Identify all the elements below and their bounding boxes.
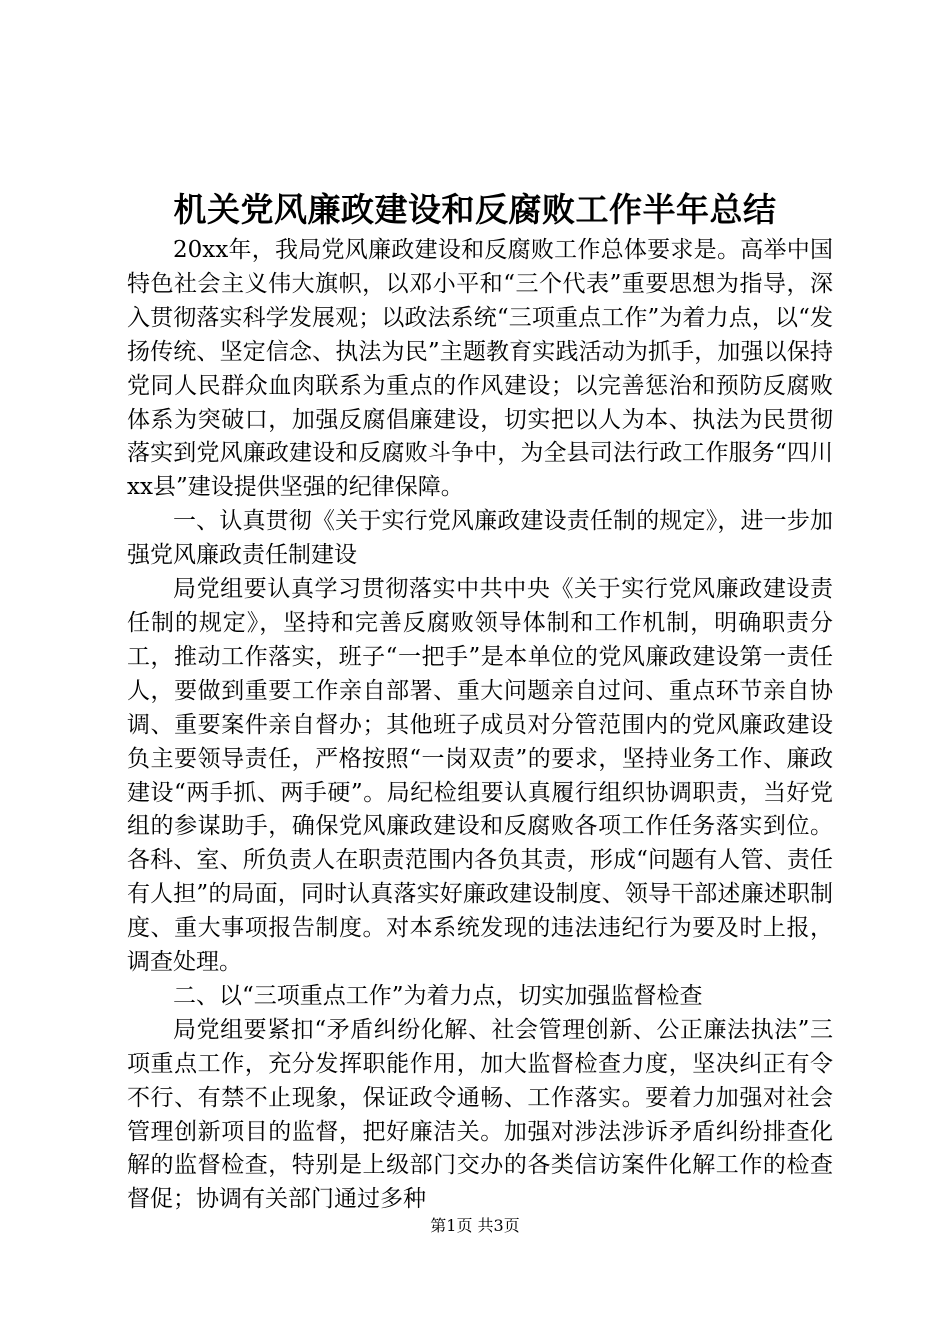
page-number: 第1页 共3页 [430,1216,520,1235]
paragraph-section-1: 局党组要认真学习贯彻落实中共中央《关于实行党风廉政建设责任制的规定》，坚持和完善反腐败领导体制和工作机制，明确职责分工，推动工作落实，班子“一把手”是本单位的党风廉政建设第一责任人，要做到重要工作亲自部署、重大问题亲自过问、重点环节亲自协调、重要案件亲自督办；其他班子成员对分管范围内的党风廉政建设负主要领导责任，严格按照“一岗双责”的要求，坚持业务工作、廉政建设“两手抓、两手硬”。局纪检组要认真履行组织协调职责，当好党组的参谋助手，确保党风廉政建设和反腐败各项工作任务落实到位。各科、室、所负责人在职责范围内各负其责，形成“问题有人管、责任有人担”的局面，同时认真落实好廉政建设制度、领导干部述廉述职制度、重大事项报告制度。对本系统发现的违法违纪行为要及时上报，调查处理。 [127,576,833,976]
section-heading-2: 二、以“三项重点工作”为着力点，切实加强监督检查 [173,982,703,1009]
document-body [127,234,833,1217]
paragraph-intro: 20xx年，我局党风廉政建设和反腐败工作总体要求是。高举中国特色社会主义伟大旗帜，以邓小平和“三个代表”重要思想为指导，深入贯彻落实科学发展观；以政法系统“三项重点工作”为着力点，以“发扬传统、坚定信念、执法为民”主题教育实践活动为抓手，加强以保持党同人民群众血肉联系为重点的作风建设；以完善惩治和预防反腐败体系为突破口，加强反腐倡廉建设，切实把以人为本、执法为民贯彻落实到党风廉政建设和反腐败斗争中，为全县司法行政工作服务“四川xx县”建设提供坚强的纪律保障。 [127,237,833,501]
section-heading-1: 一、认真贯彻《关于实行党风廉政建设责任制的规定》，进一步加强党风廉政责任制建设 [127,508,833,569]
document-title: 机关党风廉政建设和反腐败工作半年总结 [173,190,777,229]
paragraph-section-2: 局党组要紧扣“矛盾纠纷化解、社会管理创新、公正廉法执法”三项重点工作，充分发挥职能作用，加大监督检查力度，坚决纠正有令不行、有禁不止现象，保证政令通畅、工作落实。要着力加强对社会管理创新项目的监督，把好廉洁关。加强对涉法涉诉矛盾纠纷排查化解的监督检查，特别是上级部门交办的各类信访案件化解工作的检查督促；协调有关部门通过多种 [127,1016,833,1213]
